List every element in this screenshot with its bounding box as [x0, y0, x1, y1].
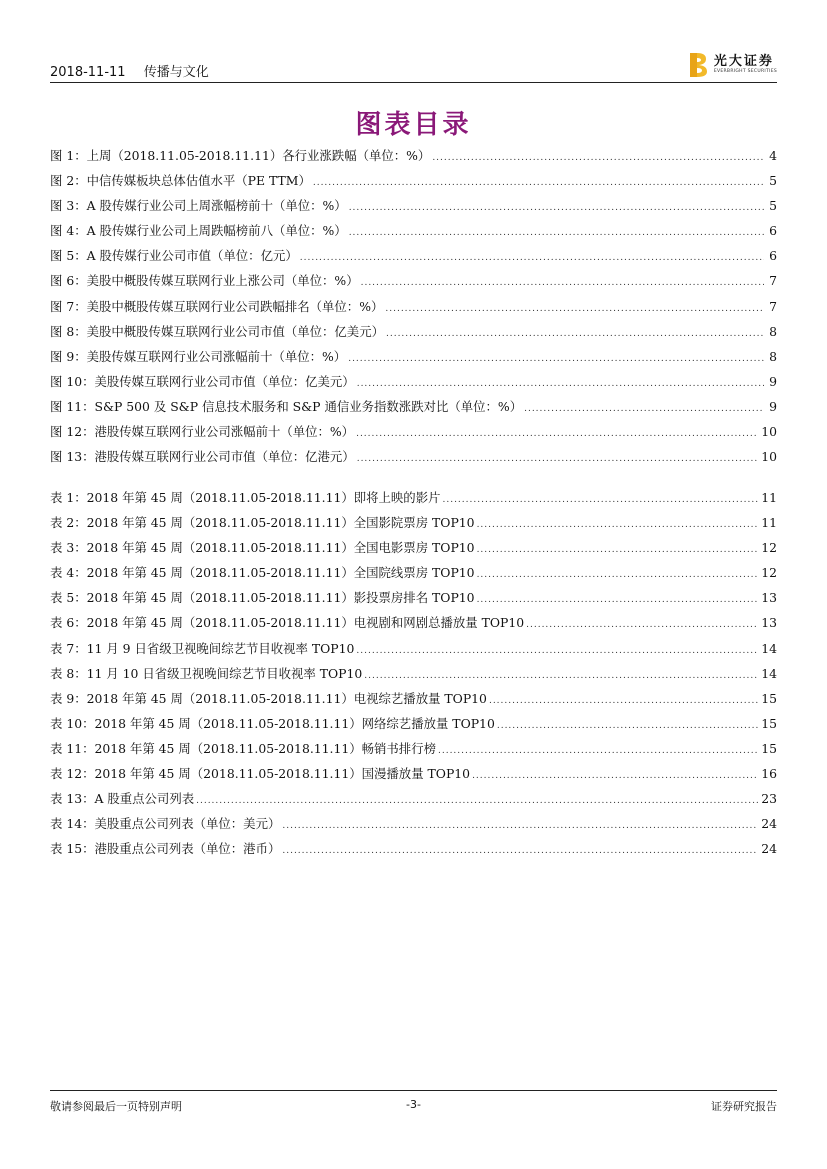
leader-dots: [357, 454, 759, 464]
entry-page: 14: [761, 665, 777, 681]
leader-dots: [477, 520, 759, 530]
entry-label: 表 14：美股重点公司列表（单位：美元）: [50, 816, 281, 832]
entry-page: 11: [761, 515, 777, 531]
leader-dots: [524, 404, 764, 414]
entry-page: 13: [761, 590, 777, 606]
entry-label: 图 6：美股中概股传媒互联网行业上涨公司（单位：%）: [50, 273, 359, 289]
entry-page: 9: [769, 373, 777, 389]
leader-dots: [282, 821, 758, 831]
toc-entry-table[interactable]: [50, 563, 777, 588]
leader-dots: [472, 771, 758, 781]
logo-chinese-name: 光大证券: [713, 54, 774, 69]
entry-label: 图 10：美股传媒互联网行业公司市值（单位：亿美元）: [50, 373, 355, 389]
entry-label: 表 5：2018 年第 45 周（2018.11.05-2018.11.11）影投票房排名 TOP10: [50, 590, 475, 606]
toc-entry-figure[interactable]: [50, 171, 777, 196]
entry-page: 6: [769, 248, 777, 264]
entry-label: 表 7：11 月 9 日省级卫视晚间综艺节目收视率 TOP10: [50, 640, 355, 656]
entry-label: 表 2：2018 年第 45 周（2018.11.05-2018.11.11）全国影院票房 TOP10: [50, 515, 475, 531]
entry-page: 5: [769, 198, 777, 214]
toc-entry-table[interactable]: [50, 689, 777, 714]
entry-label: 图 8：美股中概股传媒互联网行业公司市值（单位：亿美元）: [50, 323, 384, 339]
leader-dots: [526, 620, 758, 630]
sector-name: 传播与文化: [143, 65, 209, 80]
leader-dots: [361, 278, 764, 288]
entry-label: 图 2：中信传媒板块总体估值水平（PE TTM）: [50, 173, 311, 189]
toc-entry-table[interactable]: [50, 839, 777, 864]
report-date: 2018-11-11: [50, 65, 126, 80]
logo-english-name: EVERBRIGHT SECURITIES: [713, 69, 777, 74]
toc-entry-figure[interactable]: [50, 347, 777, 372]
entry-label: 表 10：2018 年第 45 周（2018.11.05-2018.11.11）网络综艺播放量 TOP10: [50, 715, 495, 731]
entry-page: 13: [761, 615, 777, 631]
leader-dots: [196, 796, 758, 806]
entry-page: 12: [761, 565, 777, 581]
toc-entry-table[interactable]: [50, 639, 777, 664]
everbright-logo-icon: [688, 52, 708, 78]
company-logo: [688, 52, 777, 78]
toc-entry-table[interactable]: [50, 789, 777, 814]
toc-entry-figure[interactable]: [50, 397, 777, 422]
entry-label: 表 3：2018 年第 45 周（2018.11.05-2018.11.11）全国电影票房 TOP10: [50, 540, 475, 556]
entry-page: 6: [769, 223, 777, 239]
entry-page: 16: [761, 766, 777, 782]
leader-dots: [348, 354, 764, 364]
toc-entry-table[interactable]: [50, 588, 777, 613]
entry-page: 7: [769, 298, 777, 314]
page-footer: [50, 1090, 777, 1115]
entry-label: 图 12：港股传媒互联网行业公司涨幅前十（单位：%）: [50, 424, 355, 440]
footer-page-number: -3-: [406, 1098, 421, 1111]
entry-page: 9: [769, 398, 777, 414]
toc-entry-figure[interactable]: [50, 372, 777, 397]
toc-entry-figure[interactable]: [50, 246, 777, 271]
toc-entry-table[interactable]: [50, 764, 777, 789]
entry-page: 12: [761, 540, 777, 556]
page-header: [50, 56, 777, 83]
toc-entry-figure[interactable]: [50, 322, 777, 347]
leader-dots: [385, 304, 764, 314]
entry-page: 11: [761, 490, 777, 505]
toc-entry-table[interactable]: [50, 613, 777, 638]
entry-label: 图 11：S&P 500 及 S&P 信息技术服务和 S&P 通信业务指数涨跌对比（单位：%）: [50, 398, 523, 414]
entry-label: 图 3：A 股传媒行业公司上周涨幅榜前十（单位：%）: [50, 198, 347, 214]
figure-list: [50, 146, 777, 472]
entry-label: 图 7：美股中概股传媒互联网行业公司跌幅排名（单位：%）: [50, 298, 384, 314]
entry-page: 15: [761, 740, 777, 756]
toc-entry-figure[interactable]: [50, 196, 777, 221]
footer-report-type: 证券研究报告: [711, 1100, 777, 1113]
leader-dots: [300, 253, 764, 263]
entry-page: 23: [761, 791, 777, 807]
leader-dots: [477, 545, 759, 555]
entry-label: 图 5：A 股传媒行业公司市值（单位：亿元）: [50, 248, 298, 264]
leader-dots: [356, 429, 758, 439]
entry-page: 8: [769, 323, 777, 339]
entry-label: 表 6：2018 年第 45 周（2018.11.05-2018.11.11）电视剧和网剧总播放量 TOP10: [50, 615, 525, 631]
toc-entry-figure[interactable]: [50, 221, 777, 246]
leader-dots: [477, 570, 759, 580]
entry-page: 24: [761, 816, 777, 832]
leader-dots: [477, 595, 759, 605]
entry-label: 图 4：A 股传媒行业公司上周跌幅榜前八（单位：%）: [50, 223, 347, 239]
entry-page: 7: [769, 273, 777, 289]
entry-label: 图 13：港股传媒互联网行业公司市值（单位：亿港元）: [50, 449, 355, 465]
leader-dots: [497, 721, 758, 731]
entry-page: 15: [761, 690, 777, 706]
leader-dots: [282, 846, 758, 856]
toc-entry-table[interactable]: [50, 814, 777, 839]
toc-entry-figure[interactable]: [50, 271, 777, 296]
leader-dots: [364, 671, 758, 681]
leader-dots: [489, 696, 758, 706]
leader-dots: [438, 746, 758, 756]
header-info: [50, 61, 223, 80]
leader-dots: [386, 329, 764, 339]
entry-label: 表 13：A 股重点公司列表: [50, 791, 195, 807]
leader-dots: [356, 646, 758, 656]
toc-entry-figure[interactable]: [50, 297, 777, 322]
toc-entry-table[interactable]: [50, 664, 777, 689]
entry-label: 图 1：上周（2018.11.05-2018.11.11）各行业涨跌幅（单位：%）: [50, 148, 431, 163]
toc-entry-table[interactable]: [50, 714, 777, 739]
entry-page: 8: [769, 348, 777, 364]
toc-entry-figure[interactable]: [50, 146, 777, 171]
entry-page: 10: [761, 449, 777, 465]
leader-dots: [349, 203, 764, 213]
leader-dots: [357, 379, 764, 389]
leader-dots: [349, 228, 764, 238]
toc-entry-table[interactable]: [50, 739, 777, 764]
entry-label: 表 15：港股重点公司列表（单位：港币）: [50, 841, 281, 857]
entry-label: 表 11：2018 年第 45 周（2018.11.05-2018.11.11）畅销书排行榜: [50, 740, 436, 756]
leader-dots: [432, 153, 764, 163]
footer-disclaimer: 敬请参阅最后一页特别声明: [50, 1100, 182, 1113]
entry-page: 14: [761, 640, 777, 656]
toc-entry-figure[interactable]: [50, 422, 777, 447]
entry-page: 15: [761, 715, 777, 731]
entry-page: 5: [769, 173, 777, 189]
entry-label: 表 12：2018 年第 45 周（2018.11.05-2018.11.11）国漫播放量 TOP10: [50, 766, 471, 782]
toc-entry-figure[interactable]: [50, 447, 777, 472]
entry-page: 4: [769, 148, 777, 163]
leader-dots: [442, 495, 758, 505]
toc-entry-table[interactable]: [50, 488, 777, 513]
table-list: [50, 488, 777, 864]
page-title: 图表目录: [355, 110, 472, 140]
entry-label: 表 4：2018 年第 45 周（2018.11.05-2018.11.11）全国院线票房 TOP10: [50, 565, 475, 581]
toc-entry-table[interactable]: [50, 538, 777, 563]
leader-dots: [313, 178, 764, 188]
entry-page: 10: [761, 424, 777, 440]
entry-label: 表 1：2018 年第 45 周（2018.11.05-2018.11.11）即将上映的影片: [50, 490, 441, 505]
entry-page: 24: [761, 841, 777, 857]
toc-entry-table[interactable]: [50, 513, 777, 538]
entry-label: 表 8：11 月 10 日省级卫视晚间综艺节目收视率 TOP10: [50, 665, 363, 681]
entry-label: 图 9：美股传媒互联网行业公司涨幅前十（单位：%）: [50, 348, 347, 364]
entry-label: 表 9：2018 年第 45 周（2018.11.05-2018.11.11）电视综艺播放量 TOP10: [50, 690, 487, 706]
